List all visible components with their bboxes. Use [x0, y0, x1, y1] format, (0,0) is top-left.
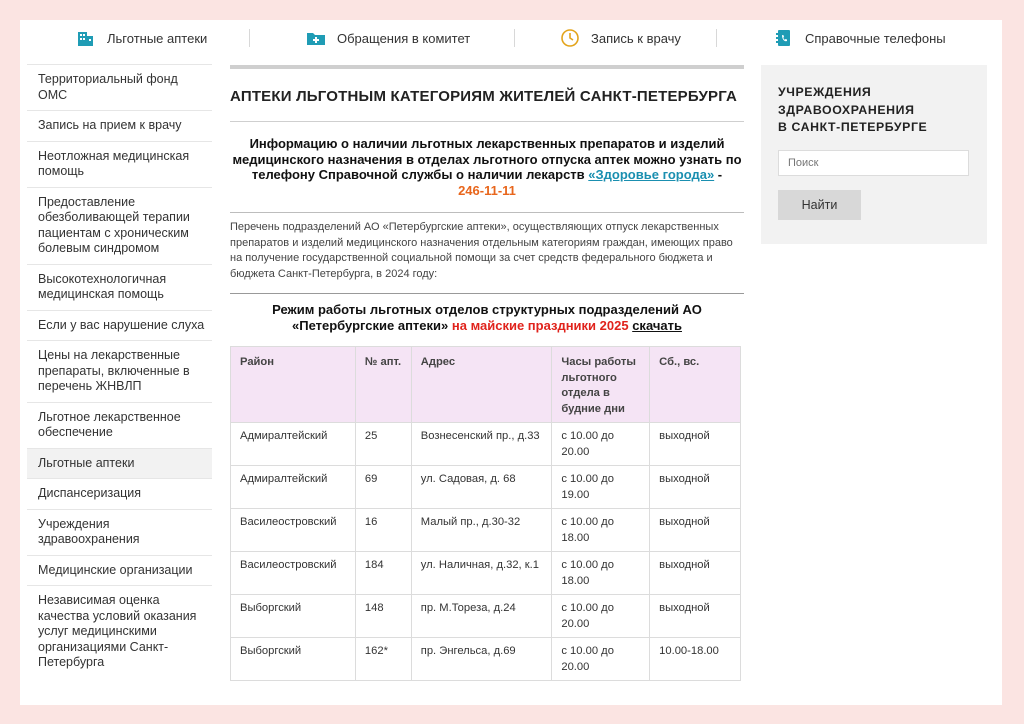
nav-label: Обращения в комитет: [337, 30, 471, 46]
sidebar-item-pain-therapy[interactable]: Предоставление обезболивающей терапии пациентам с хроническим болевым синдромом: [27, 187, 212, 264]
column-header: Район: [231, 347, 356, 423]
table-cell: Василеостровский: [231, 552, 356, 595]
table-row: [231, 638, 741, 681]
sidebar-item-emergency-care[interactable]: Неотложная медицинская помощь: [27, 141, 212, 187]
table-cell: Выборгский: [231, 638, 356, 681]
institutions-search-panel: [761, 65, 987, 244]
pharmacy-table: [230, 346, 741, 681]
table-row: [231, 552, 741, 595]
sidebar-item-preferential-pharmacies[interactable]: Льготные аптеки: [27, 448, 212, 479]
table-cell: Выборгский: [231, 595, 356, 638]
info-dash: -: [714, 167, 723, 182]
nav-label: Запись к врачу: [591, 30, 681, 46]
table-row: [231, 595, 741, 638]
table-cell: Василеостровский: [231, 509, 356, 552]
table-cell: 148: [355, 595, 411, 638]
table-cell: пр. М.Тореза, д.24: [411, 595, 552, 638]
sidebar-item-high-tech-care[interactable]: Высокотехнологичная медицинская помощь: [27, 264, 212, 310]
table-cell: 25: [355, 423, 411, 466]
divider: [230, 212, 744, 213]
table-cell: ул. Наличная, д.32, к.1: [411, 552, 552, 595]
pharmacy-building-icon: [76, 28, 96, 48]
table-cell: 16: [355, 509, 411, 552]
hours-title-text: Режим работы льготных отделов структурных подразделений АО «Петербургские аптеки»: [272, 302, 702, 333]
availability-info: [230, 136, 744, 198]
table-cell: пр. Энгельса, д.69: [411, 638, 552, 681]
table-cell: с 10.00 до 20.00: [552, 595, 650, 638]
main-content: [230, 65, 744, 681]
sidebar-item-drug-prices[interactable]: Цены на лекарственные препараты, включенные в перечень ЖНВЛП: [27, 340, 212, 402]
table-cell: Адмиралтейский: [231, 423, 356, 466]
sidebar-item-tfoms[interactable]: Территориальный фонд ОМС: [27, 64, 212, 110]
title-line: УЧРЕЖДЕНИЯ: [778, 85, 872, 99]
sidebar-item-healthcare-institutions[interactable]: Учреждения здравоохранения: [27, 509, 212, 555]
search-panel-title: [778, 84, 927, 137]
table-cell: Адмиралтейский: [231, 466, 356, 509]
nav-doctor-appointment[interactable]: [560, 20, 681, 56]
divider: [230, 121, 744, 122]
table-cell: Вознесенский пр., д.33: [411, 423, 552, 466]
search-input[interactable]: [778, 150, 969, 176]
table-cell: с 10.00 до 18.00: [552, 552, 650, 595]
column-header: Часы работы льготного отдела в будние дни: [552, 347, 650, 423]
holiday-hours-title: [230, 302, 744, 333]
download-link[interactable]: скачать: [632, 317, 682, 333]
table-header-row: [231, 347, 741, 423]
nav-divider: [514, 29, 515, 47]
table-cell: выходной: [650, 595, 741, 638]
table-cell: 69: [355, 466, 411, 509]
sidebar-item-hearing-impairment[interactable]: Если у вас нарушение слуха: [27, 310, 212, 341]
table-cell: Малый пр., д.30-32: [411, 509, 552, 552]
sidebar-item-doctor-appointment[interactable]: Запись на прием к врачу: [27, 110, 212, 141]
nav-divider: [716, 29, 717, 47]
title-top-bar: [230, 65, 744, 69]
sidebar-item-quality-assessment[interactable]: Независимая оценка качества условий оказания услуг медицинскими организациями Санкт-Петербурга: [27, 585, 212, 678]
column-header: Адрес: [411, 347, 552, 423]
title-line: ЗДРАВООХРАНЕНИЯ: [778, 102, 915, 117]
zdorovie-goroda-link[interactable]: «Здоровье города»: [588, 167, 715, 182]
table-cell: с 10.00 до 19.00: [552, 466, 650, 509]
nav-label: Справочные телефоны: [805, 30, 946, 46]
table-row: [231, 423, 741, 466]
top-navigation: [20, 20, 1002, 56]
sidebar-item-medical-checkup[interactable]: Диспансеризация: [27, 478, 212, 509]
info-text: Информацию о наличии льготных лекарственных препаратов и изделий медицинского назначения в отделах льготного отпуска аптек можно узнать по телефону Справочной службы о наличии лекарств: [232, 136, 742, 182]
search-button[interactable]: Найти: [778, 190, 861, 220]
sidebar-item-preferential-drugs[interactable]: Льготное лекарственное обеспечение: [27, 402, 212, 448]
browser-frame: [20, 20, 1002, 705]
phonebook-icon: [774, 28, 794, 48]
table-row: [231, 509, 741, 552]
table-cell: 162*: [355, 638, 411, 681]
table-cell: с 10.00 до 20.00: [552, 423, 650, 466]
table-cell: выходной: [650, 552, 741, 595]
info-phone: 246-11-11: [458, 182, 516, 198]
title-line: В САНКТ-ПЕТЕРБУРГЕ: [778, 120, 928, 134]
nav-divider: [249, 29, 250, 47]
table-cell: с 10.00 до 18.00: [552, 509, 650, 552]
nav-committee-appeals[interactable]: [306, 20, 470, 56]
nav-reference-phones[interactable]: [774, 20, 946, 56]
nav-label: Льготные аптеки: [107, 30, 208, 46]
table-cell: 10.00-18.00: [650, 638, 741, 681]
sidebar-item-medical-organizations[interactable]: Медицинские организации: [27, 555, 212, 586]
pharmacy-list-description: Перечень подразделений АО «Петербургские аптеки», осуществляющих отпуск лекарственных препаратов и изделий медицинского назначения отдельным категориям граждан, имеющих право на получение государственной социальной помощи за счет средств федерального бюджета и бюджета Санкт-Петербурга, в 2024 году:: [230, 221, 733, 280]
table-cell: 184: [355, 552, 411, 595]
column-header: № апт.: [355, 347, 411, 423]
table-cell: выходной: [650, 466, 741, 509]
column-header: Сб., вс.: [650, 347, 741, 423]
page-title: АПТЕКИ ЛЬГОТНЫМ КАТЕГОРИЯМ ЖИТЕЛЕЙ САНКТ-ПЕТЕРБУРГА: [230, 88, 738, 105]
sidebar: [27, 64, 212, 678]
holiday-label: на майские праздники 2025: [451, 317, 629, 333]
table-cell: выходной: [650, 509, 741, 552]
table-cell: выходной: [650, 423, 741, 466]
medical-folder-icon: [306, 28, 326, 48]
table-cell: ул. Садовая, д. 68: [411, 466, 552, 509]
clock-icon: [560, 28, 580, 48]
table-row: [231, 466, 741, 509]
nav-preferential-pharmacies[interactable]: [76, 20, 207, 56]
table-cell: с 10.00 до 20.00: [552, 638, 650, 681]
divider: [230, 293, 744, 294]
